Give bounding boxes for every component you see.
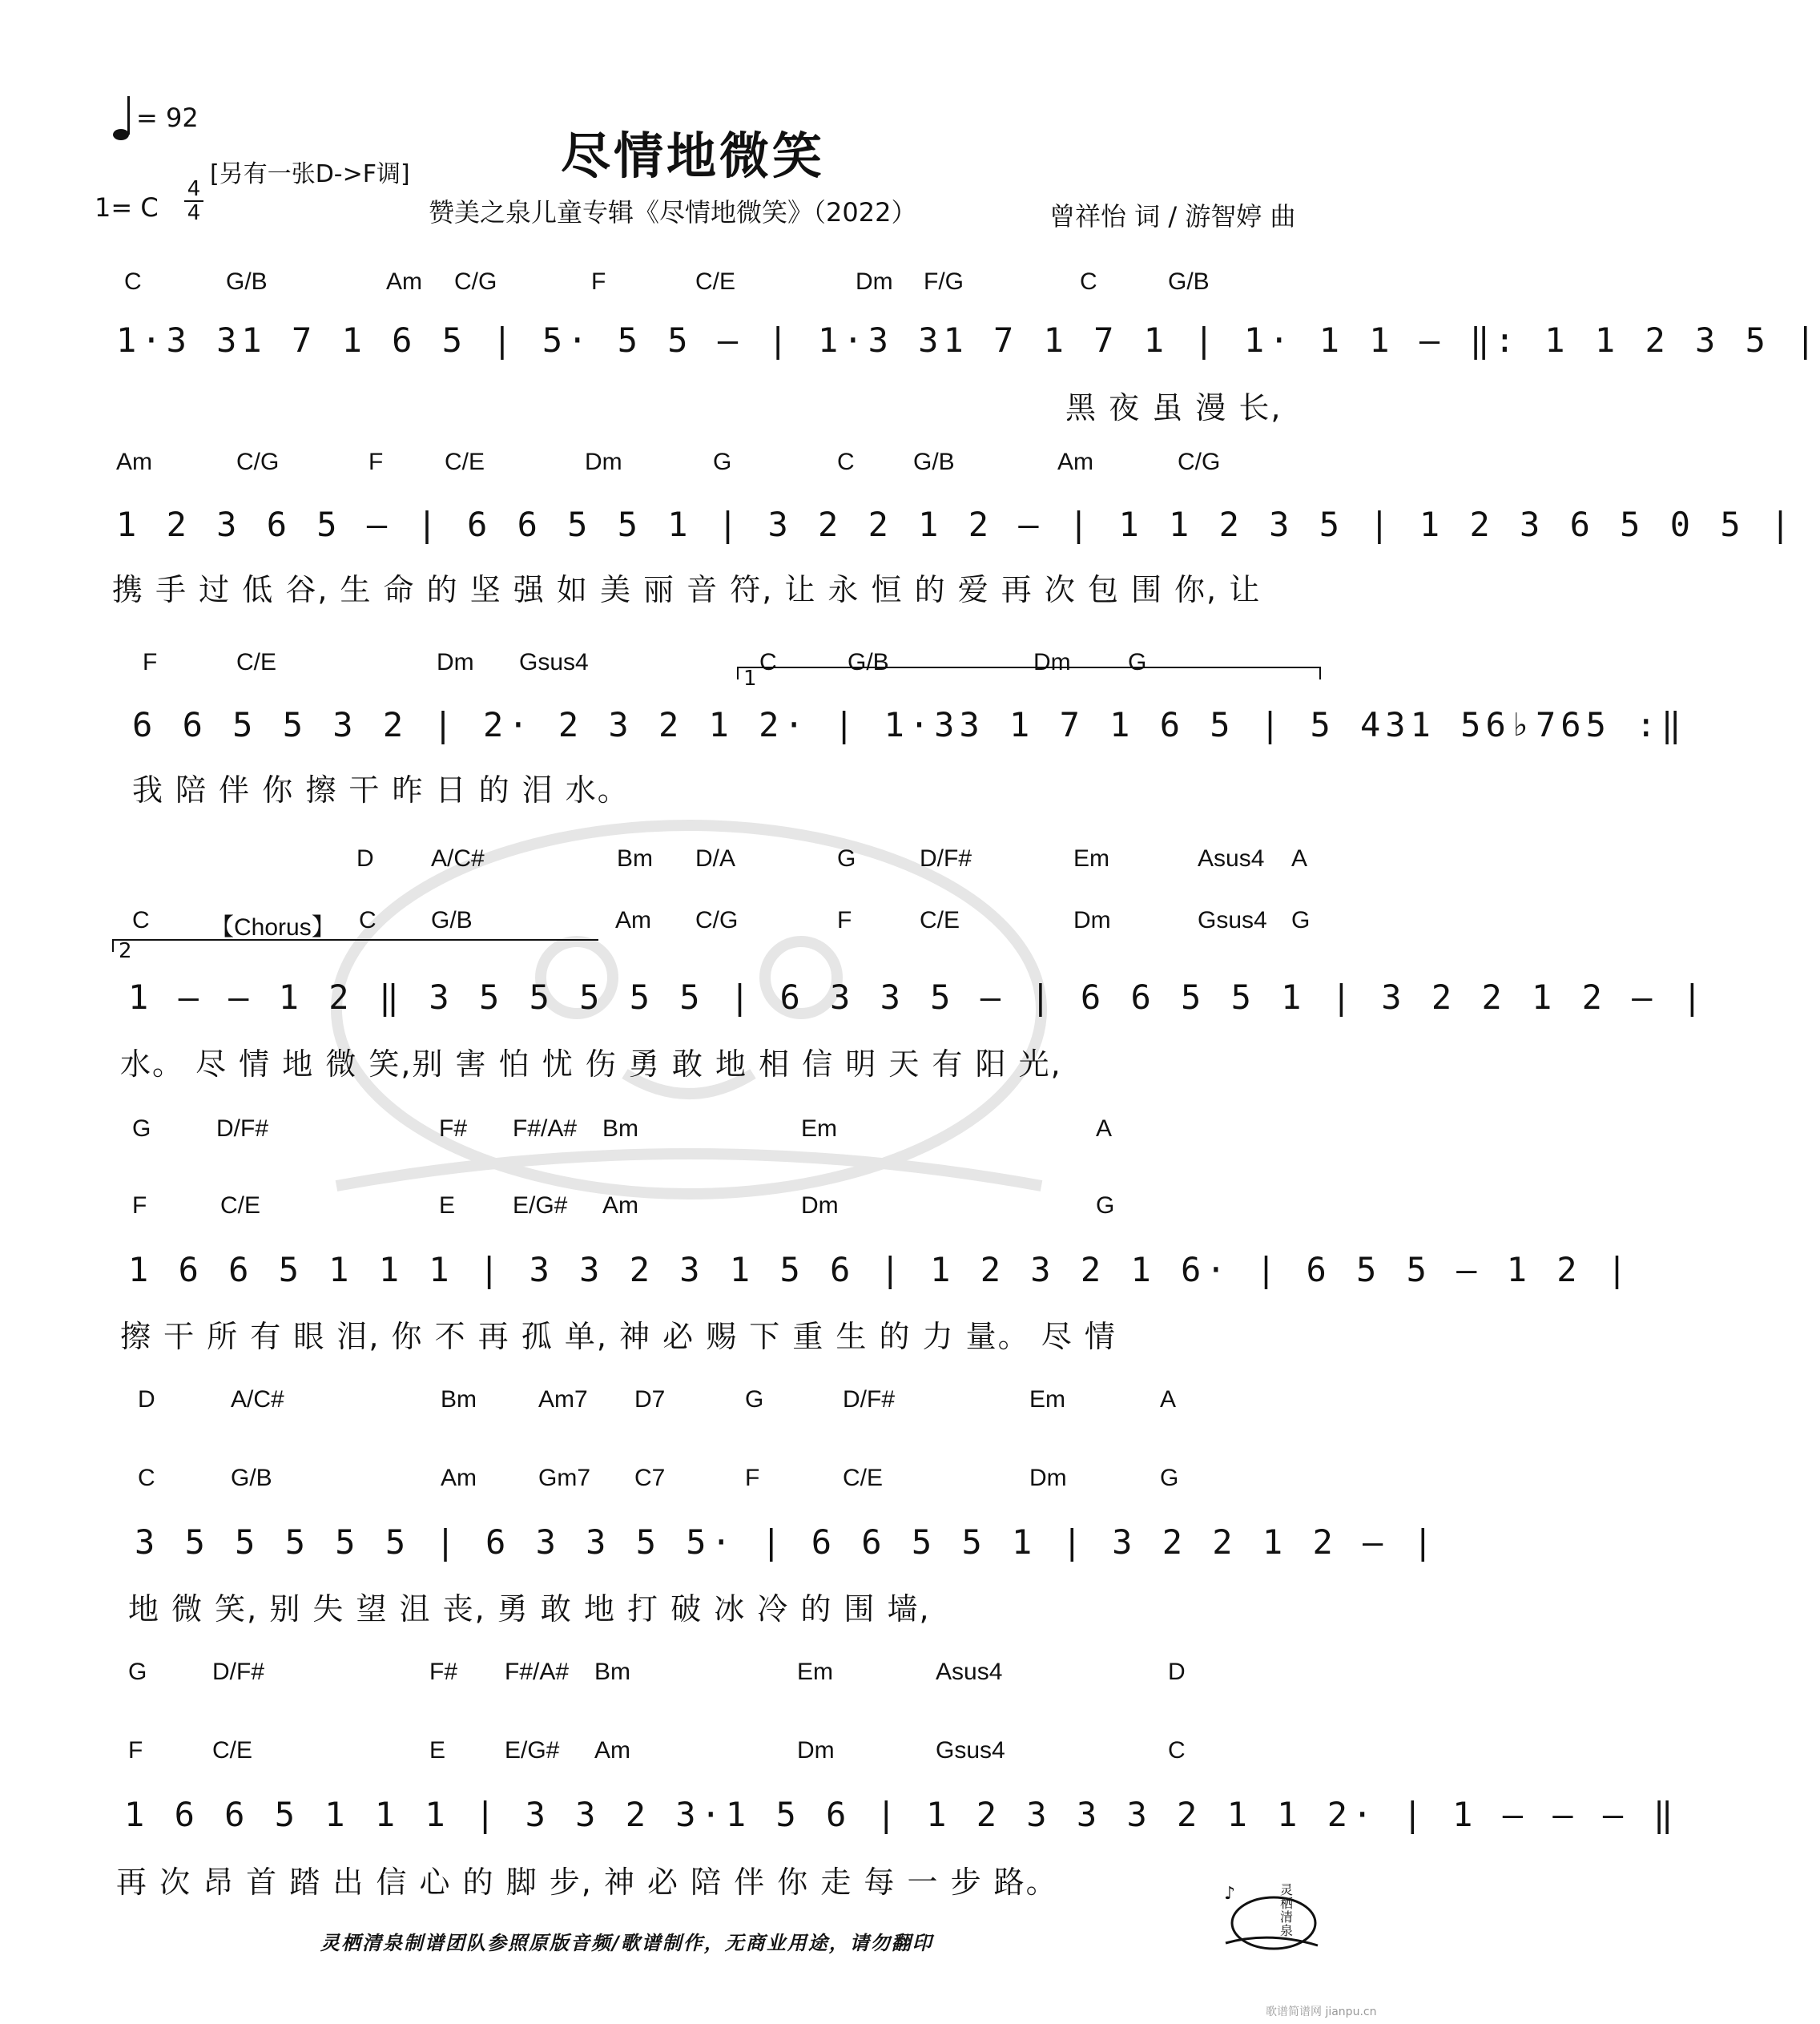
alt-chord-symbol: Am7 <box>538 1386 588 1413</box>
notes-line-6: 3 5 5 5 5 5 | 6 3 3 5 5· | 6 6 5 5 1 | 3 2 2 1 2 — | <box>135 1522 1438 1562</box>
volta-1-marker: 1 <box>743 667 757 691</box>
chord-symbol: G <box>1291 907 1311 933</box>
chord-symbol: C/G <box>236 449 280 475</box>
svg-text:♪: ♪ <box>1224 1884 1236 1904</box>
lyric-line: 我 陪 伴 你 擦 干 昨 日 的 泪 水。 <box>132 772 630 808</box>
chord-symbol: E/G# <box>513 1192 568 1219</box>
chord-symbol: C/G <box>695 907 739 933</box>
chord-symbol: G/B <box>913 449 955 475</box>
other-key-note: [另有一张D->F调] <box>210 160 410 188</box>
chord-symbol: G <box>1160 1465 1179 1491</box>
chord-symbol: Gsus4 <box>1198 907 1267 933</box>
chord-symbol: Gsus4 <box>519 649 589 675</box>
chord-symbol: C <box>132 907 150 933</box>
alt-chord-symbol: A <box>1291 845 1308 872</box>
chord-symbol: Dm <box>585 449 622 475</box>
chord-symbol: Am <box>386 268 422 295</box>
alt-chord-symbol: D/F# <box>212 1659 265 1685</box>
lyric-line: 再 次 昂 首 踏 出 信 心 的 脚 步, 神 必 陪 伴 你 走 每 一 步 路。 <box>116 1865 1058 1900</box>
alt-chord-symbol: Bm <box>602 1115 638 1142</box>
alt-chord-symbol: Bm <box>441 1386 477 1413</box>
chord-symbol: C <box>124 268 142 295</box>
chord-symbol: C/E <box>843 1465 884 1491</box>
chord-symbol: Dm <box>856 268 893 295</box>
chord-symbol: C <box>837 449 855 475</box>
chord-symbol: C7 <box>634 1465 666 1491</box>
logo-text: 灵栖清泉 <box>1280 1882 1294 1938</box>
volta-1-bracket <box>737 667 1321 679</box>
alt-chord-symbol: Em <box>797 1659 833 1685</box>
volta-2-marker: 2 <box>119 939 132 963</box>
time-sig-bottom: 4 <box>187 201 201 225</box>
alt-chord-symbol: F# <box>429 1659 458 1685</box>
alt-chord-symbol: G <box>128 1659 147 1685</box>
alt-chord-symbol: D/A <box>695 845 736 872</box>
chord-symbol: F <box>745 1465 760 1491</box>
alt-chord-symbol: D <box>356 845 374 872</box>
chord-symbol: G <box>1096 1192 1115 1219</box>
site-watermark: 歌谱简谱网 jianpu.cn <box>1266 2006 1377 2018</box>
album-info: 赞美之泉儿童专辑《尽情地微笑》（2022） <box>429 197 917 228</box>
chord-symbol: Dm <box>1033 649 1071 675</box>
chord-symbol: E/G# <box>505 1737 560 1764</box>
alt-chord-symbol: D <box>138 1386 155 1413</box>
alt-chord-symbol: Bm <box>594 1659 630 1685</box>
chord-symbol: E <box>439 1192 456 1219</box>
chord-symbol: C <box>1168 1737 1186 1764</box>
alt-chord-symbol: Bm <box>617 845 653 872</box>
lyric-line: 黑 夜 虽 漫 长, <box>1065 390 1282 425</box>
time-sig-top: 4 <box>184 178 203 202</box>
alt-chord-symbol: Em <box>1029 1386 1065 1413</box>
chord-symbol: F <box>837 907 852 933</box>
alt-chord-symbol: D <box>1168 1659 1186 1685</box>
chord-symbol: F <box>591 268 606 295</box>
alt-chord-symbol: A/C# <box>231 1386 284 1413</box>
chord-symbol: Am <box>594 1737 630 1764</box>
lyric-line: 携 手 过 低 谷, 生 命 的 坚 强 如 美 丽 音 符, 让 永 恒 的 爱 再 次 包 围 你, 让 <box>112 572 1262 607</box>
notes-line-1: 1·3 31 7 1 6 5 | 5· 5 5 — | 1·3 31 7 1 7 1 | 1· 1 1 — ‖: 1 1 2 3 5 | <box>116 321 1820 360</box>
chord-symbol: F <box>132 1192 147 1219</box>
chord-symbol: Am <box>116 449 152 475</box>
chord-symbol: Dm <box>1029 1465 1067 1491</box>
chord-symbol: E <box>429 1737 446 1764</box>
chord-symbol: C <box>1080 268 1097 295</box>
volta-2-bracket <box>112 939 598 952</box>
alt-chord-symbol: Asus4 <box>936 1659 1003 1685</box>
alt-chord-symbol: Asus4 <box>1198 845 1265 872</box>
chord-symbol: C/G <box>1178 449 1221 475</box>
notes-line-4: 1 — — 1 2 ‖ 3 5 5 5 5 5 | 6 3 3 5 — | 6 6 5 5 1 | 3 2 2 1 2 — | <box>128 978 1708 1017</box>
alt-chord-symbol: F# <box>439 1115 468 1142</box>
sheep-logo-icon <box>1218 1875 1322 1955</box>
chord-symbol: G <box>713 449 732 475</box>
alt-chord-symbol: D/F# <box>920 845 972 872</box>
chord-symbol: C/G <box>454 268 497 295</box>
chord-symbol: C/E <box>236 649 277 675</box>
chord-symbol: G/B <box>1168 268 1210 295</box>
chord-symbol: Am <box>441 1465 477 1491</box>
chord-symbol: C/E <box>445 449 485 475</box>
notes-line-3: 6 6 5 5 3 2 | 2· 2 3 2 1 2· | 1·33 1 7 1 6 5 | 5 431 56♭765 :‖ <box>132 705 1686 744</box>
chord-symbol: C <box>138 1465 155 1491</box>
alt-chord-symbol: F#/A# <box>513 1115 578 1142</box>
tempo-marking: = 92 <box>136 103 199 133</box>
page-title: 尽情地微笑 <box>561 127 826 185</box>
time-signature <box>184 178 203 224</box>
chord-symbol: C <box>759 649 777 675</box>
notes-line-5: 1 6 6 5 1 1 1 | 3 3 2 3 1 5 6 | 1 2 3 2 1 6· | 6 5 5 — 1 2 | <box>128 1250 1633 1289</box>
chord-symbol: Am <box>615 907 651 933</box>
chord-symbol: Gm7 <box>538 1465 591 1491</box>
lyric-line: 地 微 笑, 别 失 望 沮 丧, 勇 敢 地 打 破 冰 冷 的 围 墙, <box>128 1591 931 1627</box>
lyric-line: 擦 干 所 有 眼 泪, 你 不 再 孤 单, 神 必 赐 下 重 生 的 力 量。 尽 情 <box>120 1319 1117 1354</box>
chord-symbol: Am <box>1057 449 1093 475</box>
alt-chord-symbol: Em <box>801 1115 837 1142</box>
alt-chord-symbol: A <box>1160 1386 1177 1413</box>
chord-symbol: C <box>359 907 376 933</box>
chord-symbol: C/E <box>695 268 736 295</box>
notes-line-2: 1 2 3 6 5 — | 6 6 5 5 1 | 3 2 2 1 2 — | 1 1 2 3 5 | 1 2 3 6 5 0 5 | <box>116 505 1796 544</box>
chord-symbol: 【Chorus】 <box>210 914 336 941</box>
alt-chord-symbol: G <box>745 1386 764 1413</box>
chord-symbol: Dm <box>801 1192 839 1219</box>
chord-symbol: Gsus4 <box>936 1737 1005 1764</box>
chord-symbol: C/E <box>212 1737 253 1764</box>
chord-symbol: G/B <box>848 649 889 675</box>
chord-symbol: G/B <box>226 268 268 295</box>
chord-symbol: C/E <box>220 1192 261 1219</box>
chord-symbol: F <box>143 649 158 675</box>
credits: 曾祥怡 词 / 游智婷 曲 <box>1049 201 1296 232</box>
alt-chord-symbol: Em <box>1073 845 1109 872</box>
footer-copyright: 灵栖清泉制谱团队参照原版音频/歌谱制作，无商业用途，请勿翻印 <box>320 1932 933 1954</box>
chord-symbol: C/E <box>920 907 960 933</box>
alt-chord-symbol: F#/A# <box>505 1659 570 1685</box>
alt-chord-symbol: D/F# <box>216 1115 269 1142</box>
chord-symbol: F <box>128 1737 143 1764</box>
alt-chord-symbol: A/C# <box>431 845 485 872</box>
chord-symbol: F <box>368 449 384 475</box>
chord-symbol: G <box>1128 649 1147 675</box>
chord-symbol: G/B <box>231 1465 272 1491</box>
alt-chord-symbol: G <box>132 1115 151 1142</box>
chord-symbol: F/G <box>924 268 964 295</box>
chord-symbol: Dm <box>437 649 474 675</box>
chord-symbol: Am <box>602 1192 638 1219</box>
chord-symbol: G/B <box>431 907 473 933</box>
alt-chord-symbol: D/F# <box>843 1386 896 1413</box>
tempo-quarter-note-icon <box>112 95 135 146</box>
key-signature: 1= C <box>95 192 159 223</box>
notes-line-7: 1 6 6 5 1 1 1 | 3 3 2 3·1 5 6 | 1 2 3 3 3 2 1 1 2· | 1 — — — ‖ <box>124 1795 1678 1834</box>
alt-chord-symbol: A <box>1096 1115 1113 1142</box>
alt-chord-symbol: D7 <box>634 1386 666 1413</box>
lyric-line: 水。 尽 情 地 微 笑,别 害 怕 忧 伤 勇 敢 地 相 信 明 天 有 阳 光, <box>120 1046 1062 1082</box>
chord-symbol: Dm <box>1073 907 1111 933</box>
brand-logo <box>1218 1875 1322 1955</box>
chord-symbol: Dm <box>797 1737 835 1764</box>
alt-chord-symbol: G <box>837 845 856 872</box>
